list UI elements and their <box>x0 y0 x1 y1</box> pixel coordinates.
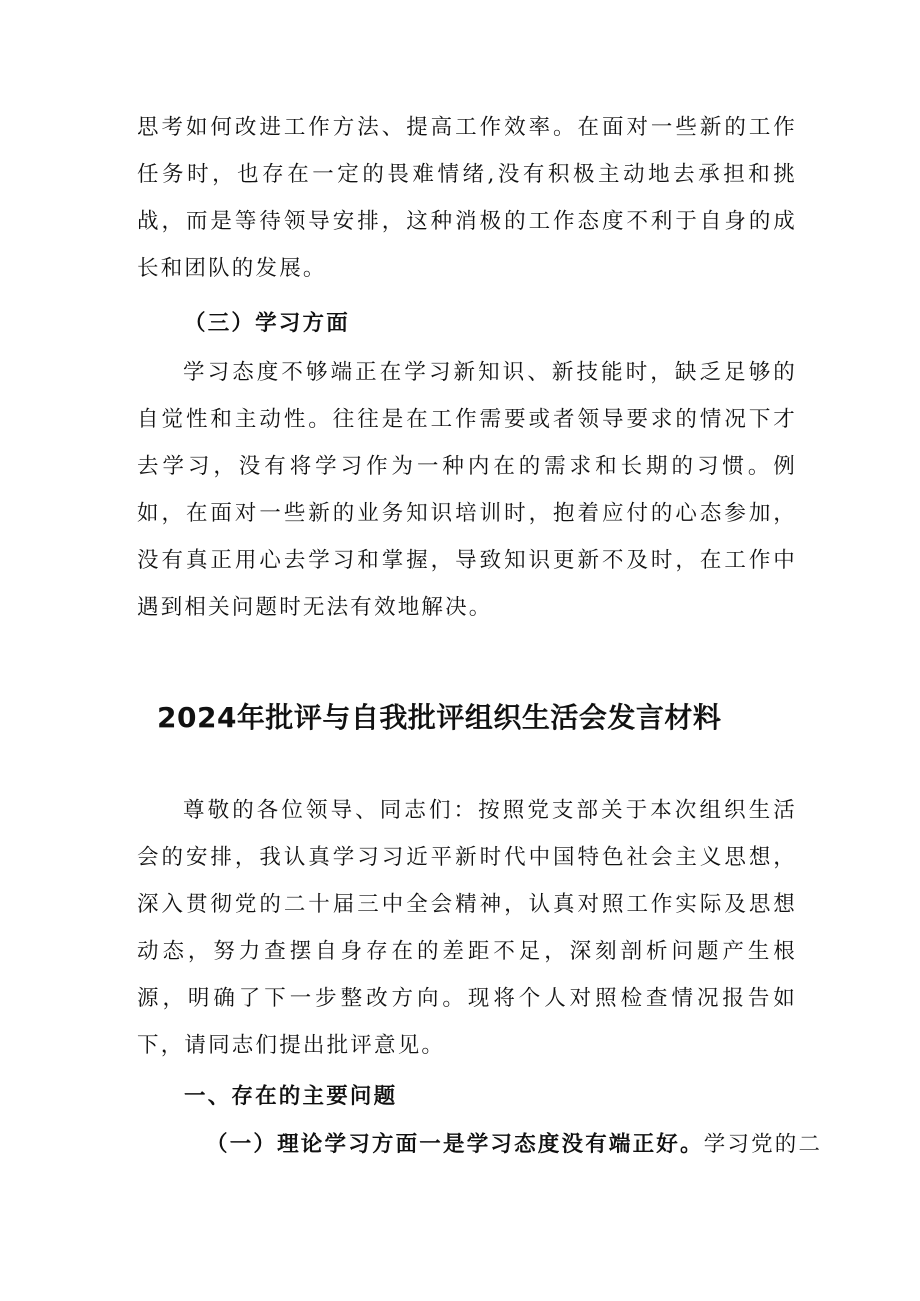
section-heading-main-problems: 一、存在的主要问题 <box>184 1084 398 1109</box>
paragraph-introduction: 尊敬的各位领导、同志们：按照党支部关于本次组织生活会的安排，我认真学习习近平新时代中国特色社会主义思想，深入贯彻党的二十届三中全会精神，认真对照工作实际及思想动态，努力查摆自身存在的差距不足，深刻剖析问题产生根源，明确了下一步整改方向。现将个人对照检查情况报告如下，请同志们提出批评意见。 <box>137 798 797 1058</box>
subsection-heading-theory-study: （一）理论学习方面一是学习态度没有端正好。 <box>206 1132 704 1157</box>
subsection-theory-study-text: 学习党的二 <box>703 1132 823 1157</box>
subsection-theory-study-line <box>137 1121 823 1168</box>
section-heading-study: （三）学习方面 <box>184 311 350 336</box>
paragraph-work-attitude-continuation: 思考如何改进工作方法、提高工作效率。在面对一些新的工作任务时，也存在一定的畏难情绪,没有积极主动地去承担和挑战，而是等待领导安排，这种消极的工作态度不利于自身的成长和团队的发展。 <box>137 115 797 281</box>
paragraph-study-attitude: 学习态度不够端正在学习新知识、新技能时，缺乏足够的自觉性和主动性。往往是在工作需要或者领导要求的情况下才去学习，没有将学习作为一种内在的需求和长期的习惯。例如，在面对一些新的业务知识培训时，抱着应付的心态参加，没有真正用心去学习和掌握，导致知识更新不及时，在工作中遇到相关问题时无法有效地解决。 <box>137 360 797 620</box>
document-title: 2024年批评与自我批评组织生活会发言材料 <box>157 701 722 734</box>
